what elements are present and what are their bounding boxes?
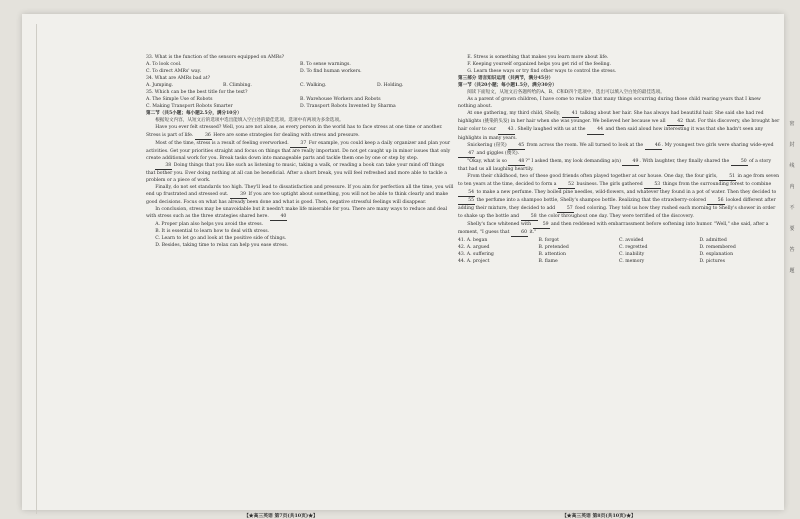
passage-paragraph: Snickering (窃笑) 45 from across the room. We all turned to look at the 46. My youngest two girls were sharing wide-eyed 47 and giggles (傻笑). <box>458 142 780 158</box>
answer-option: B. flame <box>538 259 558 265</box>
answer-blank: 51 <box>719 173 736 181</box>
passage-paragraph: From their childhood, two of these good friends often played together at our house. One day, the four girls, 51 in age from seven to ten years at the time, decided to form a 52 business. The girls gathered 53 things from the surrounding forest to combine 54 to make a new perfume. They boiled pine needles, wild-flowers, and whatever they found in a pot of water. Then they decided to 55 the perfume into a shampoo bottle, Shelly's shampoo bottle. Realizing that the strawberry-colored 56 looked different after adding their mixture, they decided to add 57 food coloring. They told us how they rushed each morning to Shelly's shower in order to shake up the bottle and 58 the color throughout one day. They were terrified of the discovery. <box>458 173 780 221</box>
answer-blank: 37 <box>290 140 307 148</box>
answer-blank: 56 <box>707 197 724 205</box>
answer-option: B. forgot <box>538 238 560 244</box>
answer-blank: 42 <box>667 118 684 126</box>
option-row <box>146 82 454 89</box>
right-page-column <box>458 54 780 265</box>
section-instruction: 阅读下面短文，从短文后各题所给的A、B、C和D四个选项中，选出可以填入空白处的最佳选项。 <box>467 90 665 96</box>
page-footer-left: 【★高三英语 第7页(共10页)★】 <box>244 513 318 519</box>
answer-blank: 43 <box>498 126 515 134</box>
answer-option: D. Holding. <box>377 83 404 89</box>
answer-blank: 46 <box>645 142 662 150</box>
answer-option: C. Making Transport Robots Smarter <box>146 104 233 110</box>
exam-sheet <box>22 14 795 519</box>
answer-option: D. pictures <box>699 259 725 265</box>
option-row <box>458 251 780 258</box>
answer-option: B. Warehouse Workers and Robots <box>300 97 381 103</box>
answer-blank: 57 <box>557 205 574 213</box>
answer-blank: 50 <box>731 158 748 166</box>
answer-option: C. avoided <box>619 238 644 244</box>
passage-paragraph: Shelly's face whitened with 59 and then reddened with embarrassment before softening into humor. "Well," she said, after a moment, "I guess that 60 it." <box>458 221 780 237</box>
answer-blank: 53 <box>644 181 661 189</box>
passage-paragraph: In conclusion, stress may be unavoidable but it needn't make life miserable for you. There are many ways to reduce and deal with stress such as the three strategies shared here. 40 <box>146 206 454 221</box>
passage-paragraph: At one gathering, my third child, Shelly, 41 talking about her hair. She has always had beautiful hair. She said she had red highlights (挑染的头发) in her hair when she was younger. We believed her because we all 42 that. For this discovery, she brought her hair color to our 43. Shelly laughed with us at the 44 and then said aloud how interesting it was that she hadn't seen any highlights in many years. <box>458 111 780 141</box>
answer-blank: 49 <box>622 158 639 166</box>
answer-blank: 59 <box>533 221 550 229</box>
answer-option: A. To look cool. <box>146 62 182 68</box>
answer-option: 43. A. suffering <box>458 252 494 258</box>
answer-blank: 45 <box>508 142 525 150</box>
seal-char: 密 <box>789 121 795 127</box>
passage-paragraph: As a parent of grown children, I have come to realize that many things occurring during those child rearing years that I knew nothing about. <box>458 97 761 110</box>
answer-option: C. To direct AMRs' way. <box>146 69 202 75</box>
answer-option: C. regretted <box>619 245 648 251</box>
option-row <box>146 96 454 103</box>
passage-paragraph: 38 Doing things that you like such as listening to music, taking a walk, or reading a book can take your mind off things that bother you. Ever doing nothing at all can be beneficial. After a short break, you will feel refreshed and more able to tackle a problem or a piece of work. <box>146 162 447 183</box>
answer-option: G. Learn these ways or try find other ways to control the stress. <box>467 69 617 75</box>
answer-option: B. Climbing. <box>223 83 252 89</box>
option-row <box>146 103 454 110</box>
seal-char: 要 <box>789 226 795 232</box>
answer-option: D. admitted <box>699 238 727 244</box>
answer-option: B. pretended <box>538 245 569 251</box>
seal-char: 答 <box>789 247 795 253</box>
section-instruction: 根据短文内容，从短文后的选项中选出能填入空白处的最佳选项。选项中有两项为多余选项。 <box>155 118 344 124</box>
answer-option: B. To sense warnings. <box>300 62 351 68</box>
answer-option: E. Stress is something that makes you learn more about life. <box>467 55 609 60</box>
seal-char: 线 <box>789 163 795 169</box>
option-row <box>146 61 454 68</box>
answer-option: A. Jumping. <box>146 83 174 89</box>
left-page-column <box>146 54 454 249</box>
answer-option: 44. A. project <box>458 259 490 265</box>
seal-line-text <box>786 114 798 282</box>
seal-char: 封 <box>789 142 795 148</box>
answer-option: B. attention <box>538 252 566 258</box>
answer-blank: 39 <box>230 191 247 199</box>
option-row <box>458 258 780 265</box>
answer-option: D. explanation <box>699 252 734 258</box>
seal-char: 不 <box>789 205 795 211</box>
scan-fold-line <box>36 24 37 514</box>
answer-blank: 36 <box>195 132 212 140</box>
option-row <box>458 237 780 244</box>
answer-option: C. Walking. <box>300 83 327 89</box>
question-stem: 33. What is the function of the sensors equipped on AMRs? <box>146 55 285 60</box>
answer-blank: 48 <box>508 158 525 166</box>
answer-blank: 47 <box>458 150 475 158</box>
answer-option: C. inability <box>619 252 645 258</box>
answer-option: F. Keeping yourself organized helps you get rid of the feeling. <box>467 62 611 68</box>
question-stem: 35. Which can be the best title for the text? <box>146 90 248 96</box>
answer-blank: 58 <box>521 213 538 221</box>
answer-option: 41. A. began <box>458 238 488 244</box>
option-row <box>146 68 454 75</box>
answer-option: A. The Simple Use of Robots <box>146 97 213 103</box>
passage-paragraph: Finally, do not set standards too high. They'll lead to dissatisfaction and pressure. If you aim for perfection all the time, you will end up frustrated and stressed out. 39 If you are too uptight about something, you will not be able to think clearly and make good decisions. Focus on what has already been done and what is good. Then, negative stressful feelings will disappear. <box>146 184 454 205</box>
passage-paragraph: Have you ever felt stressed? Well, you are not alone, as every person in the world has to face stress at one time or another. Stress is part of life. 36 Here are some strategies for dealing with stress and pressure. <box>146 124 454 139</box>
answer-option: D. remembered <box>699 245 736 251</box>
answer-blank: 55 <box>458 197 475 205</box>
answer-blank: 41 <box>562 110 579 118</box>
section-heading: 第一节（共20小题；每小题1.5分，满分30分） <box>458 83 557 89</box>
answer-option: D. To find human workers. <box>300 69 362 75</box>
answer-blank: 40 <box>270 213 287 221</box>
answer-option: D. Besides, taking time to relax can help you ease stress. <box>155 243 289 249</box>
answer-blank: 54 <box>458 189 475 197</box>
answer-option: C. Learn to let go and look at the positive side of things. <box>155 236 287 242</box>
answer-option: B. It is essential to learn how to deal with stress. <box>155 229 270 235</box>
section-heading: 第二节（共5小题；每小题2.5分，满分10分） <box>146 111 242 117</box>
passage-paragraph: Most of the time, stress is a result of feeling overworked. 37 For example, you could keep a daily organizer and plan your activities. Get your priorities straight and focus on things that are really important. Do not get caught up in minor issues that only create additional work for you. Break tasks down into manageable parts and tackle them one by one or step by step. <box>146 140 451 161</box>
answer-blank: 52 <box>558 181 575 189</box>
answer-blank: 38 <box>155 162 172 170</box>
answer-option: C. memory <box>619 259 645 265</box>
answer-option: D. Transport Robots Invented by Sharma <box>300 104 396 110</box>
section-heading: 第三部分 语言知识运用（共两节，满分45分） <box>458 76 554 82</box>
answer-option: A. Proper plan also helps you avoid the stress. <box>155 222 264 228</box>
answer-blank: 44 <box>587 126 604 134</box>
answer-blank: 60 <box>511 229 528 237</box>
question-stem: 34. What are AMRs bad at? <box>146 76 211 82</box>
seal-char: 内 <box>789 184 795 190</box>
page-footer-right: 【★高三英语 第8页(共10页)★】 <box>562 513 636 519</box>
passage-paragraph: "Okay, what is so 48?" I asked them, my look demanding a(n) 49. With laughter, they finally shared the 50 of a story that had us all laughing heartily. <box>458 158 772 172</box>
option-row <box>458 244 780 251</box>
seal-char: 题 <box>789 268 795 274</box>
answer-option: 42. A. argued <box>458 245 490 251</box>
